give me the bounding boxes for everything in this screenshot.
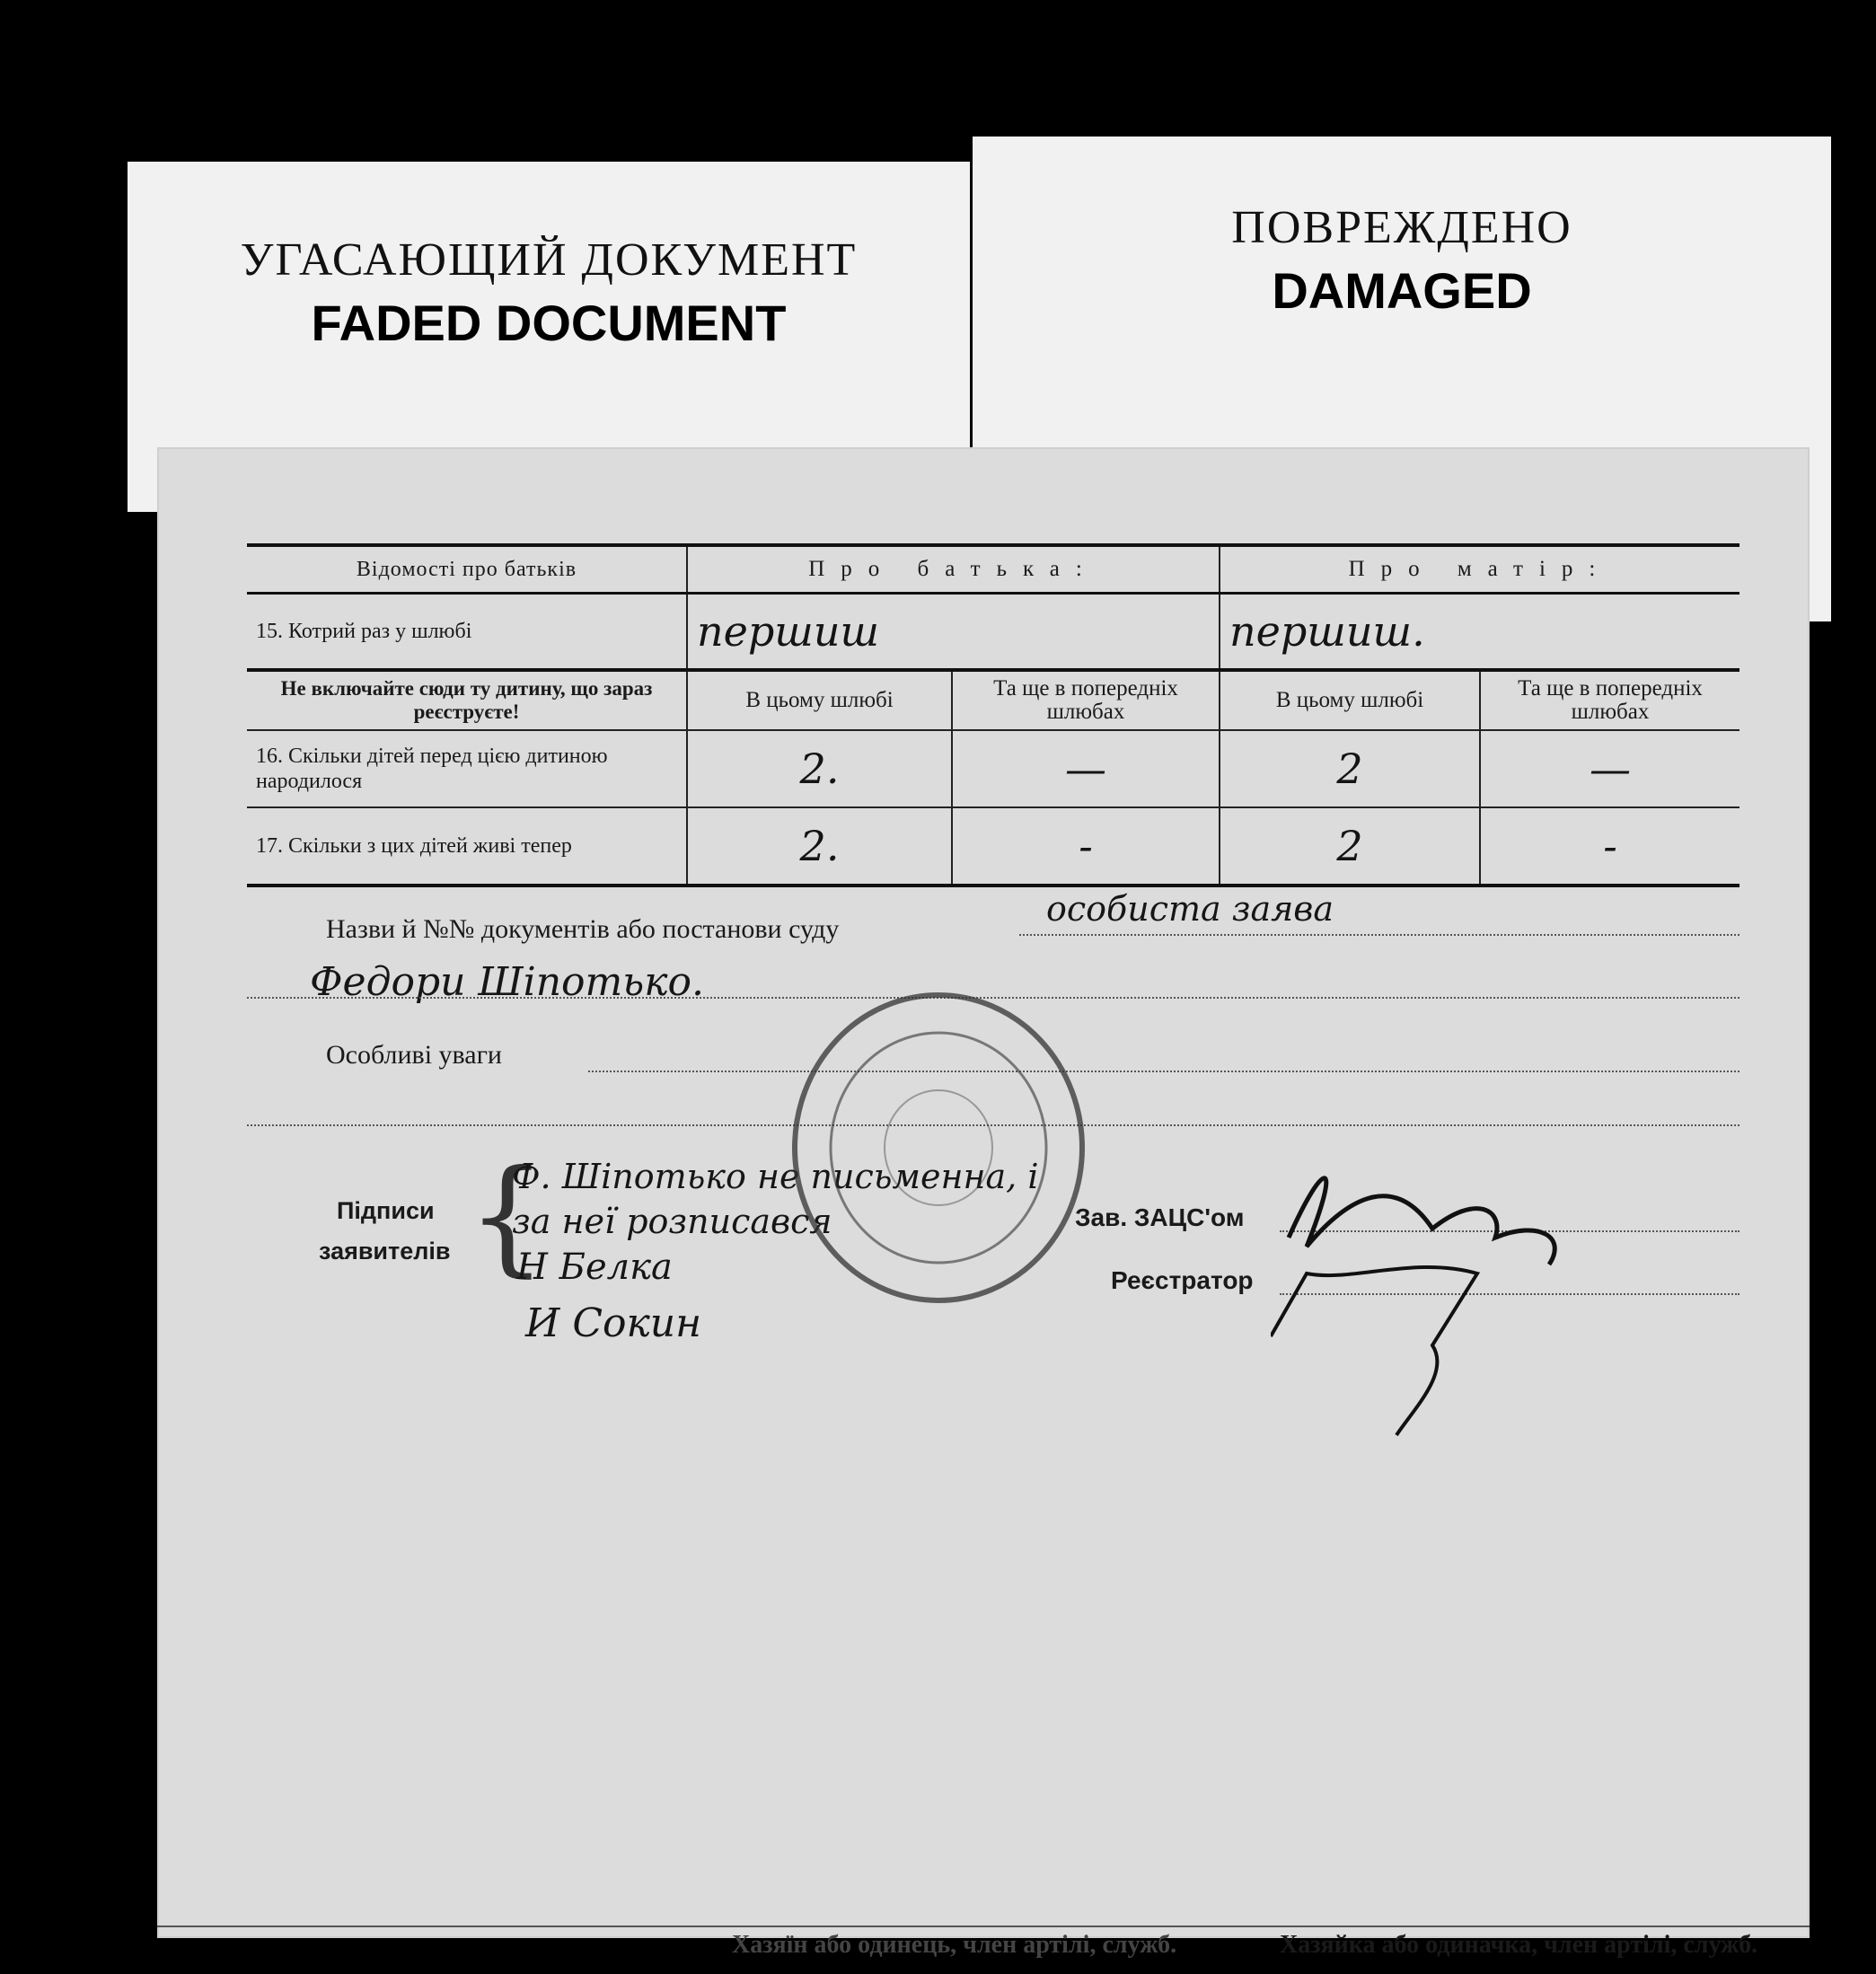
zags-head-label: Зав. ЗАЦС'ом <box>1075 1203 1245 1231</box>
footer-left-text: Хазяїн або одинець, член артілі, служб. <box>732 1931 1177 1959</box>
header-about-mother: Про матір: <box>1220 545 1739 594</box>
footer-right-text: Хазяйка або одиначка, член артілі, служб. <box>1280 1931 1758 1959</box>
record-sheet <box>157 447 1810 1959</box>
signature-hand-line1: Ф. Шіпотько не письменна, і <box>512 1157 1039 1196</box>
parents-info-table <box>247 543 1739 887</box>
documents-value-line1: особиста заява <box>1046 889 1334 929</box>
signatures-brace: { <box>467 1143 548 1290</box>
exclude-child-note: Не включайте сюди ту дитину, що зараз реєструєте! <box>247 670 687 730</box>
next-page-footer <box>157 1926 1810 1959</box>
row15-label: 15. Котрий раз у шлюбі <box>247 594 687 671</box>
row16-father-previous: — <box>952 730 1220 807</box>
row17-mother-this: 2 <box>1220 807 1480 886</box>
damaged-notice-english: DAMAGED <box>1272 262 1532 319</box>
remarks-label: Особливі уваги <box>326 1040 502 1070</box>
faded-notice-english: FADED DOCUMENT <box>311 295 787 351</box>
documents-value-line2: Федори Шіпотько. <box>310 959 704 1005</box>
table-header-row <box>247 545 1739 594</box>
damaged-notice-russian: ПОВРЕЖДЕНО <box>1231 202 1572 253</box>
documents-label: Назви й №№ документів або постанови суду <box>326 914 840 944</box>
faded-notice-russian: УГАСАЮЩИЙ ДОКУМЕНТ <box>240 234 858 286</box>
official-round-stamp <box>786 986 1091 1309</box>
row15-father-value: першиш <box>687 594 1220 671</box>
signature-hand-line2: за неї розписався <box>512 1202 832 1241</box>
row17-father-this: 2. <box>687 807 952 886</box>
documents-dotted-line <box>1019 934 1739 936</box>
signature-hand-line3: Н Белка <box>516 1247 673 1288</box>
row16-mother-this: 2 <box>1220 730 1480 807</box>
header-about-father: Про батька: <box>687 545 1220 594</box>
mother-this-marriage-header: В цьому шлюбі <box>1220 670 1480 730</box>
header-parents-info: Відомості про батьків <box>247 545 687 594</box>
table-subheader-row <box>247 670 1739 730</box>
table-row-children-born <box>247 730 1739 807</box>
signature-hand-line4: И Сокин <box>525 1300 702 1346</box>
table-row-marriage-count <box>247 594 1739 671</box>
zags-head-signature <box>1271 1139 1720 1462</box>
signatures-label-line2: заявителів <box>319 1238 451 1265</box>
row16-mother-previous: — <box>1480 730 1739 807</box>
remarks-dotted-line <box>588 1071 1739 1072</box>
mother-previous-marriages-header: Та ще в попередніх шлюбах <box>1480 670 1739 730</box>
row16-father-this: 2. <box>687 730 952 807</box>
registrar-label: Реєстратор <box>1111 1266 1254 1294</box>
row16-label: 16. Скільки дітей перед цією дитиною народилося <box>247 730 687 807</box>
row17-label: 17. Скільки з цих дітей живі тепер <box>247 807 687 886</box>
row15-mother-value: першиш. <box>1220 594 1739 671</box>
table-row-children-alive <box>247 807 1739 886</box>
row17-father-previous: - <box>952 807 1220 886</box>
row17-mother-previous: - <box>1480 807 1739 886</box>
father-previous-marriages-header: Та ще в попередніх шлюбах <box>952 670 1220 730</box>
signatures-label-line1: Підписи <box>337 1197 435 1224</box>
father-this-marriage-header: В цьому шлюбі <box>687 670 952 730</box>
